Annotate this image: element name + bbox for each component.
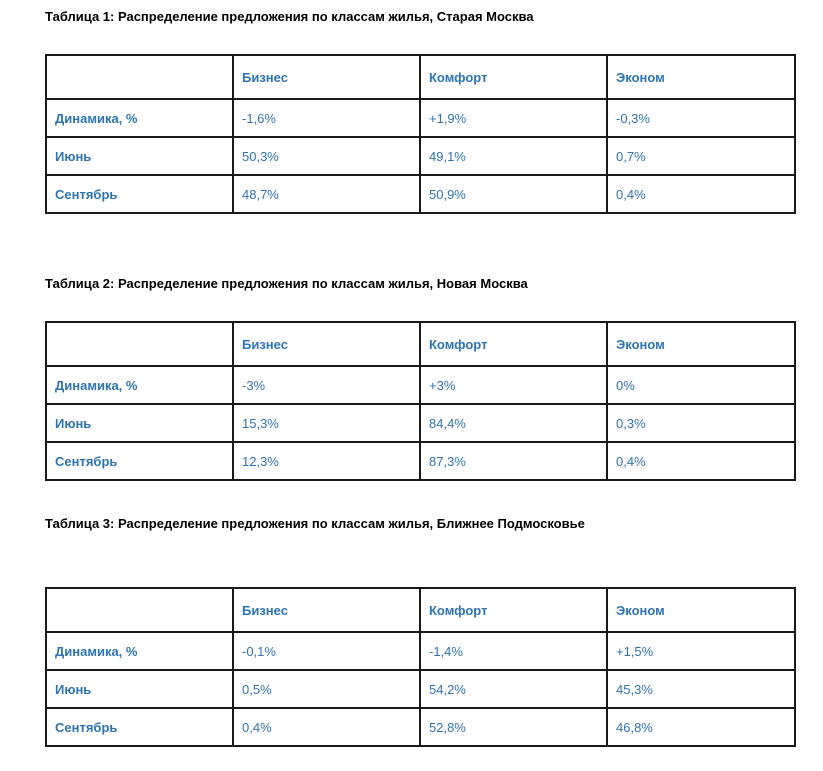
- table-cell: 84,4%: [420, 404, 607, 442]
- table-cell: +1,9%: [420, 99, 607, 137]
- table-cell: 50,9%: [420, 175, 607, 213]
- table-2: [45, 321, 796, 481]
- row-label: Июнь: [46, 404, 233, 442]
- table-header-row: [46, 588, 795, 632]
- table-cell: 50,3%: [233, 137, 420, 175]
- table-cell: +1,5%: [607, 632, 795, 670]
- table-cell: 46,8%: [607, 708, 795, 746]
- table-2-caption: Таблица 2: Распределение предложения по классам жилья, Новая Москва: [45, 276, 528, 291]
- table-cell: 48,7%: [233, 175, 420, 213]
- table-cell: 49,1%: [420, 137, 607, 175]
- table-row: [46, 670, 795, 708]
- header-cell-business: Бизнес: [233, 588, 420, 632]
- row-label: Июнь: [46, 670, 233, 708]
- header-cell-business: Бизнес: [233, 55, 420, 99]
- table-cell: -3%: [233, 366, 420, 404]
- table-cell: 0,4%: [233, 708, 420, 746]
- header-cell-economy: Эконом: [607, 55, 795, 99]
- header-cell-empty: [46, 322, 233, 366]
- table-3: [45, 587, 796, 747]
- row-label: Динамика, %: [46, 366, 233, 404]
- header-cell-business: Бизнес: [233, 322, 420, 366]
- table-cell: -1,4%: [420, 632, 607, 670]
- header-cell-comfort: Комфорт: [420, 55, 607, 99]
- table-3-caption: Таблица 3: Распределение предложения по классам жилья, Ближнее Подмосковье: [45, 516, 585, 531]
- table-cell: +3%: [420, 366, 607, 404]
- row-label: Июнь: [46, 137, 233, 175]
- table-cell: 45,3%: [607, 670, 795, 708]
- table-row: [46, 632, 795, 670]
- table-header-row: [46, 55, 795, 99]
- header-cell-economy: Эконом: [607, 322, 795, 366]
- table-cell: -0,3%: [607, 99, 795, 137]
- table-cell: 15,3%: [233, 404, 420, 442]
- row-label: Динамика, %: [46, 99, 233, 137]
- row-label: Динамика, %: [46, 632, 233, 670]
- table-row: [46, 366, 795, 404]
- table-row: [46, 404, 795, 442]
- table-cell: 0%: [607, 366, 795, 404]
- table-cell: 52,8%: [420, 708, 607, 746]
- table-cell: 0,7%: [607, 137, 795, 175]
- table-cell: -1,6%: [233, 99, 420, 137]
- table-row: [46, 137, 795, 175]
- table-cell: -0,1%: [233, 632, 420, 670]
- table-cell: 87,3%: [420, 442, 607, 480]
- row-label: Сентябрь: [46, 175, 233, 213]
- table-row: [46, 99, 795, 137]
- row-label: Сентябрь: [46, 442, 233, 480]
- table-cell: 54,2%: [420, 670, 607, 708]
- table-1: [45, 54, 796, 214]
- table-1-caption: Таблица 1: Распределение предложения по классам жилья, Старая Москва: [45, 9, 534, 24]
- header-cell-comfort: Комфорт: [420, 322, 607, 366]
- header-cell-empty: [46, 588, 233, 632]
- row-label: Сентябрь: [46, 708, 233, 746]
- table-cell: 0,4%: [607, 175, 795, 213]
- table-cell: 0,4%: [607, 442, 795, 480]
- table-cell: 0,3%: [607, 404, 795, 442]
- table-row: [46, 708, 795, 746]
- header-cell-economy: Эконом: [607, 588, 795, 632]
- table-row: [46, 442, 795, 480]
- header-cell-empty: [46, 55, 233, 99]
- table-cell: 0,5%: [233, 670, 420, 708]
- table-row: [46, 175, 795, 213]
- header-cell-comfort: Комфорт: [420, 588, 607, 632]
- table-cell: 12,3%: [233, 442, 420, 480]
- table-header-row: [46, 322, 795, 366]
